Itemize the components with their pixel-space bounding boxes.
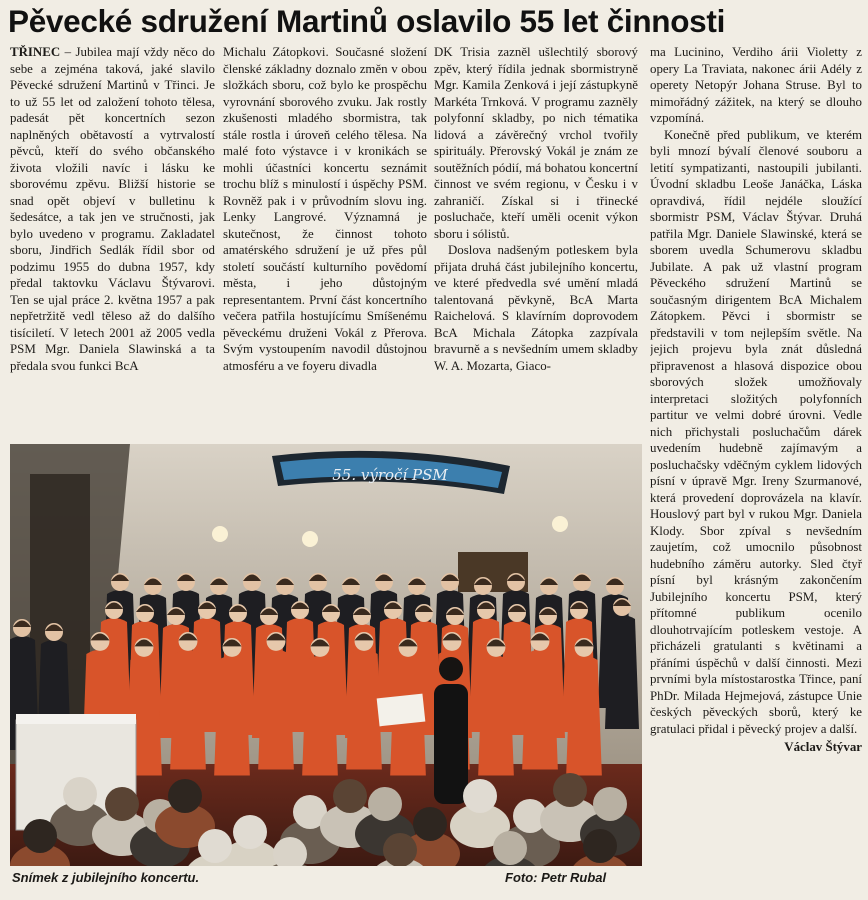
paragraph: DK Trisia zazněl ušlechtilý sborový zpěv, který řídila jednak sbormistryně Mgr. Kamila Zenková i její zástupkyně Markéta Trnková. V programu zazněly polyfonní skladby, po nich tématika lidová a závěrečný vrchol tvořily spirituály. Přerovský Vokál je znám ze soutěžních pódií, má bohatou koncertní činnost ve svém regionu, v Česku i v zahraničí. Získal si i třinecké posluchače, kteří uměli ocenit výkon sboru i sólistů. bbox=[434, 45, 638, 241]
dateline: TŘINEC bbox=[10, 45, 61, 59]
banner-text: 55. výročí PSM bbox=[332, 466, 448, 484]
paragraph bbox=[10, 44, 215, 374]
author-byline: Václav Štývar bbox=[784, 740, 862, 754]
paragraph: ma Lucinino, Verdiho árii Violetty z opery La Traviata, nakonec árii Adély z operety Netopýr Johana Struse. Byl to mimořádný zážitek, na který se dlouho vzpomíná. bbox=[650, 45, 862, 125]
article-column-2 bbox=[223, 44, 427, 440]
article-column-3 bbox=[434, 44, 638, 440]
concert-photo bbox=[10, 444, 642, 866]
photo-credit: Foto: Petr Rubal bbox=[505, 870, 607, 885]
article-column-4 bbox=[650, 44, 862, 894]
photo-caption: Snímek z jubilejního koncertu. bbox=[12, 870, 200, 885]
paragraph: Michalu Zátopkovi. Současné složení členské základny doznalo změn v obou složkách sboru, což bylo ke prospěchu vyrovnání sborového zvuku. Jak rostly zkušenosti mladého sbormistra, tak stále rostla i úroveň celého tělesa. Na malé foto výstavce i v kronikách se mohli účastníci koncertu seznámit trochu blíž s minulostí i úspěchy PSM. Rovněž pak i v průvodním slovu ing. Lenky Langrové. Významná je skutečnost, že činnost tohoto amatérského sdružení je už přes půl století součástí kulturního povědomí města, i jeho důstojným representantem. První část koncertního večera patřila hostujícímu Smíšenému pěveckému druženi Vokál z Přerova. Svým vystoupením navodil důstojnou atmosféru a ve foyeru divadla bbox=[223, 45, 427, 373]
music-stand bbox=[377, 694, 426, 727]
paragraph-text: – Jubilea mají vždy něco do sebe a zejména taková, jaké slavilo Pěvecké sdružení Martinů v Třinci. Je to už 55 let od založení tohoto tělesa, padesát pět koncertních sezon naplněných obětavostí a vytrvalostí pěvců, kteří do svého občanského života vložili navíc i lásku ke sborovému zpěvu. Bližší historie se snad opět objeví v bulletinu k šedesátce, a tak jen ve stručnosti, jak bylo uvedeno v programu. Zakladatel sboru, Jindřich Sedlák řídil sbor od podzimu 1955 do dubna 1957, kdy předal taktovku Václavu Štývarovi. Ten se ujal práce 2. května 1957 a pak nepřetržitě vedl těleso až do dalšího tisíciletí. V letech 2001 až 2005 vedla PSM Mgr. Daniela Slawinská a ta předala svou funkci BcA bbox=[10, 45, 215, 373]
paragraph: Doslova nadšeným potleskem byla přijata druhá část jubilejního koncertu, ve které předvedla své umění mladá talentovaná pěvkyně, BcA Marta Raichelová. S klavírním doprovodem BcA Michala Zátopka zazpívala bravurně a s nevšedním umem skladby W. A. Mozarta, Giaco- bbox=[434, 243, 638, 373]
article-column-1 bbox=[10, 44, 215, 440]
concert-photo-illustration bbox=[10, 444, 642, 866]
paragraph: Konečně před publikum, ve kterém byli mnozí bývalí členové souboru a letití sympatizanti, nastoupili jubilanti. Úvodní skladbu Leoše Janáčka, Láska opravdivá, řídil nejdéle sloužící sbormistr PSM, Václav Štývar. Druhá patřila Mgr. Daniele Slawinské, která se sborem uvedla Schumerovu skladbu Jubilate. A pak už vlastní program Pěveckého sdružení Martinů se současným dirigentem BcA Michalem Zátopkem. Pěvci i sbormistr se představili v tom nejlepším světle. Na jejich projevu byla znát důsledná připravenost a hlasová dispozice obou sborových složek umožňovaly interpretaci složitých polyfonních partitur ve velmi dobré úrovni. Vedle nich přichystali posluchačům dárek uvedením hudebně zajímavým a posluchačsky vděčným cyklem lidových písní v úpravě Mgr. Ireny Szurmanové, která provedení doprovázela na klavír. Houslový part byl v rukou Mgr. Daniela Klody. Sbor zpíval s nevšedním zaujetím, což umocnilo působnost hudebního záměru autorky. Sled čtyř písní byl krásným zakončením Jubilejního koncertu PSM, který přítomné publikum ocenilo dlouhotrvajícím potleskem vestoje. A přicházeli gratulanti s květinami a přáními úspěchů v další činnosti. Mezi prvními byla místostarostka Třince, paní PhDr. Milada Hejmejová, zástupce Unie českých pěveckých sborů, který ke gratulaci přidal i pěvecký projev a další. bbox=[650, 127, 862, 736]
headline: Pěvecké sdružení Martinů oslavilo 55 let činnosti bbox=[8, 3, 726, 39]
